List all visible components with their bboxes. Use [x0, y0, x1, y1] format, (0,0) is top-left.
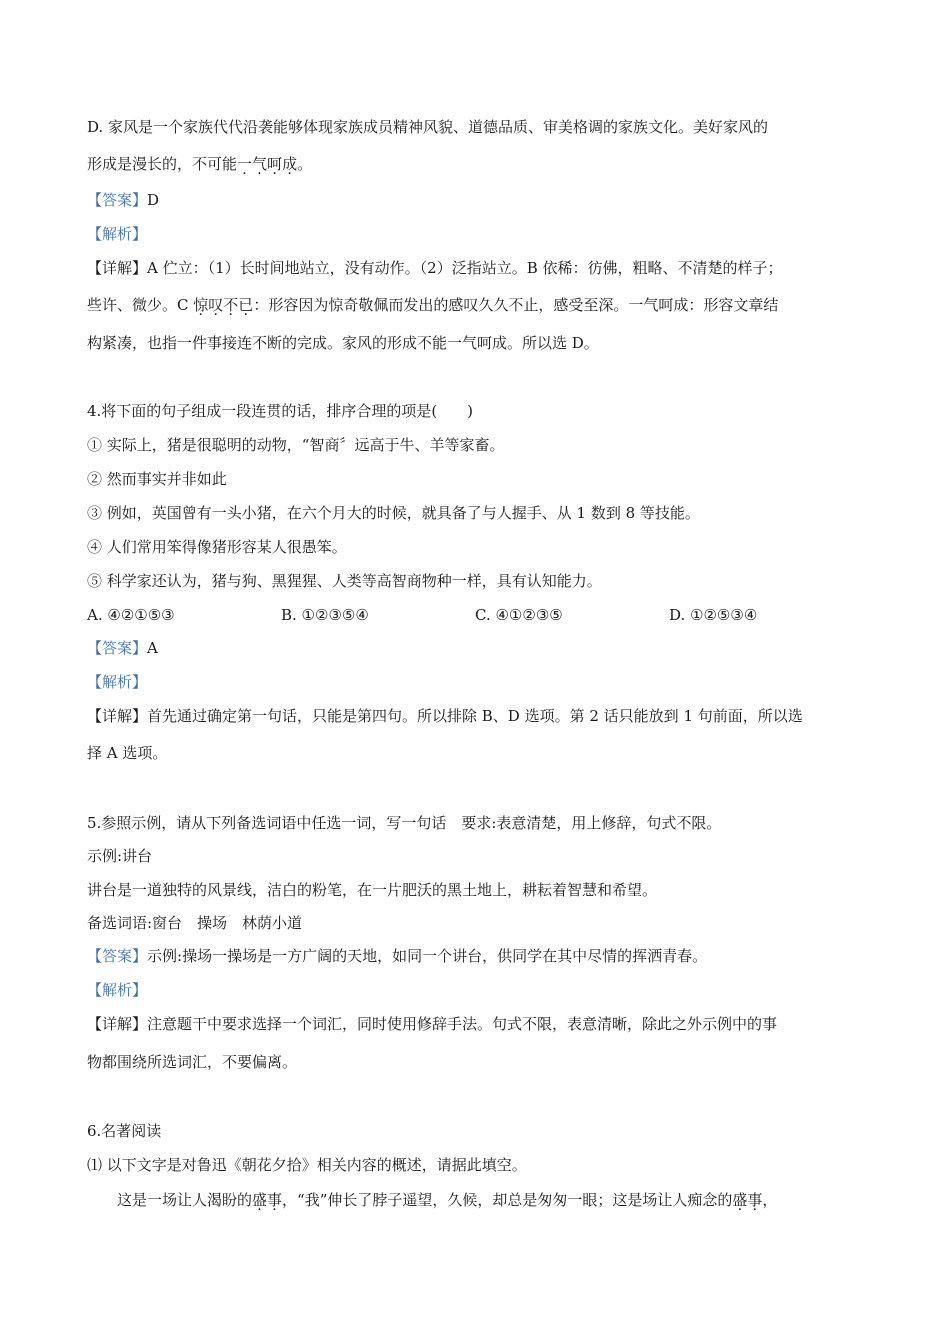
answer-tag: 【答案】: [87, 639, 148, 657]
q4-sentence-3: ③ 例如，英国曾有一头小猪，在六个月大的时候，就具备了与人握手、从 1 数到 8 等技能。: [87, 504, 700, 522]
answer-tag: 【答案】: [87, 947, 148, 965]
q4-detail-line1: 【详解】首先通过确定第一句话，只能是第四句。所以排除 B、D 选项。第 2 话只能放到 1 句前面，所以选: [87, 707, 803, 725]
emphasis-char: 已: [238, 296, 254, 314]
q4-sentence-1: ① 实际上，猪是很聪明的动物，“智商〞远高于牛、羊等家畜。: [87, 436, 505, 454]
emphasis-char: 盛: [252, 1191, 268, 1209]
q5-example-text: 讲台是一道独特的风景线，洁白的粉笔，在一片肥沃的黑土地上，耕耘着智慧和希望。: [87, 881, 658, 899]
q3-detail-line3: 构紧凑，也指一件事接连不断的完成。家风的形成不能一气呵成。所以选 D。: [87, 334, 599, 352]
q3-analysis-tag: 【解析】: [87, 225, 148, 243]
q4-analysis-tag: 【解析】: [87, 673, 148, 691]
q3-detail-line2: 些许、微少。C 惊叹不已：形容因为惊奇敬佩而发出的感叹久久不止，感受至深。一气呵成：形容文章结: [87, 296, 779, 314]
q5-stem: 5.参照示例，请从下列备选词语中任选一词，写一句话 要求:表意清楚，用上修辞，句式不限。: [87, 814, 722, 832]
emphasis-char: 气: [252, 155, 268, 173]
q4-sentence-4: ④ 人们常用笨得像猪形容某人很愚笨。: [87, 538, 347, 556]
q5-detail-line2: 物都围绕所选词汇，不要偏离。: [87, 1053, 298, 1071]
emphasis-char: 惊: [193, 296, 209, 314]
q6-stem: 6.名著阅读: [87, 1122, 162, 1140]
answer-tag: 【答案】: [87, 191, 148, 209]
q4-detail-line2: 择 A 选项。: [87, 744, 168, 762]
emphasis-char: 叹: [208, 296, 224, 314]
q4-option-b: B. ①②③⑤④: [281, 606, 369, 624]
q4-stem: 4.将下面的句子组成一段连贯的话，排序合理的项是( ): [87, 402, 474, 420]
q5-words: 备选词语:窗台 操场 林荫小道: [87, 914, 303, 932]
q4-sentence-5: ⑤ 科学家还认为，猪与狗、黑猩猩、人类等高智商物种一样，具有认知能力。: [87, 572, 602, 590]
q3-option-d-line1: D. 家风是一个家族代代沿袭能够体现家族成员精神风貌、道德品质、审美格调的家族文化。美好家风的: [87, 118, 769, 136]
q3-answer: 【答案】D: [87, 191, 160, 209]
q4-option-d: D. ①②⑤③④: [669, 606, 758, 624]
q4-option-a: A. ④②①⑤③: [87, 606, 175, 624]
q5-analysis-tag: 【解析】: [87, 981, 148, 999]
emphasis-char: 呵: [267, 155, 283, 173]
emphasis-char: 不: [223, 296, 239, 314]
emphasis-char: 一: [237, 155, 253, 173]
emphasis-char: 盛: [732, 1191, 748, 1209]
q6-paragraph: 这是一场让人渴盼的盛事，“我”伸长了脖子遥望，久候，却总是匆匆一眼；这是场让人痴念的盛事，: [117, 1191, 778, 1209]
q5-answer: 【答案】示例:操场一操场是一方广阔的天地，如同一个讲台，供同学在其中尽情的挥洒青春。: [87, 947, 708, 965]
q5-detail-line1: 【详解】注意题干中要求选择一个词汇，同时使用修辞手法。句式不限，表意清晰，除此之外示例中的事: [87, 1015, 778, 1033]
q3-option-d-line2: 形成是漫长的，不可能一气呵成。: [87, 155, 313, 173]
q4-answer: 【答案】A: [87, 639, 158, 657]
q4-sentence-2: ② 然而事实并非如此: [87, 470, 227, 488]
emphasis-char: 事: [267, 1191, 283, 1209]
q6-sub1: ⑴ 以下文字是对鲁迅《朝花夕拾》相关内容的概述，请据此填空。: [87, 1156, 527, 1174]
emphasis-char: 事: [747, 1191, 763, 1209]
q3-detail-line1: 【详解】A 伫立：（1）长时间地站立，没有动作。（2）泛指站立。B 依稀：彷佛，粗略、不清楚的样子；: [87, 259, 783, 277]
emphasis-char: 成: [282, 155, 298, 173]
q4-option-c: C. ④①②③⑤: [475, 606, 563, 624]
q5-example-label: 示例:讲台: [87, 847, 153, 865]
